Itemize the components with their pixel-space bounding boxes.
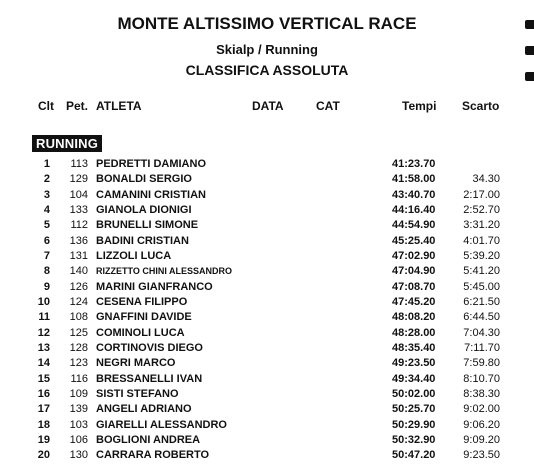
row-time: 47:04.90	[392, 265, 436, 278]
col-header-bib: Pet.	[66, 99, 89, 113]
row-athlete: BRESSANELLI IVAN	[96, 372, 203, 385]
row-time: 47:08.70	[392, 280, 436, 293]
row-gap: 5:45.00	[463, 280, 500, 293]
row-gap: 6:21.50	[463, 295, 500, 308]
row-bib: 116	[70, 372, 88, 385]
row-position: 2	[43, 173, 50, 186]
row-position: 15	[37, 372, 50, 385]
results-table	[0, 157, 534, 464]
row-time: 49:34.40	[392, 372, 436, 385]
row-bib: 129	[69, 173, 88, 186]
row-bib: 126	[69, 280, 88, 293]
row-position: 14	[37, 357, 50, 370]
row-position: 9	[43, 280, 50, 293]
row-gap: 8:38.30	[463, 387, 500, 400]
table-row	[0, 433, 534, 448]
row-position: 4	[43, 203, 50, 216]
row-athlete: COMINOLI LUCA	[96, 326, 185, 339]
row-athlete: BOGLIONI ANDREA	[96, 433, 201, 446]
table-row	[0, 249, 534, 264]
row-position: 18	[37, 418, 50, 431]
col-header-gap: Scarto	[462, 99, 500, 113]
col-header-time: Tempi	[402, 99, 437, 113]
row-position: 13	[37, 341, 50, 354]
row-bib: 130	[69, 449, 88, 462]
row-athlete: ANGELI ADRIANO	[96, 403, 192, 416]
col-header-pos: Clt	[38, 99, 54, 113]
row-position: 11	[38, 311, 50, 324]
row-gap: 34.30	[472, 173, 500, 186]
row-gap: 5:39.20	[463, 249, 500, 262]
row-bib: 136	[69, 234, 88, 247]
row-time: 47:45.20	[392, 295, 436, 308]
table-row	[0, 448, 534, 463]
row-position: 8	[43, 265, 50, 278]
table-row	[0, 418, 534, 433]
row-athlete: BRUNELLI SIMONE	[96, 219, 199, 232]
row-position: 5	[43, 219, 50, 232]
table-row	[0, 341, 534, 356]
classification-title: CLASSIFICA ASSOLUTA	[185, 62, 349, 78]
row-gap: 8:10.70	[463, 372, 500, 385]
row-athlete: CAMANINI CRISTIAN	[96, 188, 206, 201]
table-row	[0, 234, 534, 249]
row-position: 16	[37, 387, 50, 400]
row-position: 19	[37, 433, 50, 446]
row-gap: 9:06.20	[463, 418, 500, 431]
race-title: MONTE ALTISSIMO VERTICAL RACE	[117, 14, 417, 33]
row-position: 17	[37, 403, 50, 416]
share-icon[interactable]	[525, 72, 534, 81]
row-athlete: GIARELLI ALESSANDRO	[96, 418, 227, 431]
table-row	[0, 356, 534, 371]
row-time: 45:25.40	[392, 234, 436, 247]
row-bib: 140	[69, 265, 88, 278]
row-time: 50:29.90	[392, 418, 436, 431]
row-gap: 2:17.00	[463, 188, 500, 201]
row-gap: 9:02.00	[463, 403, 500, 416]
row-athlete: BONALDI SERGIO	[96, 173, 192, 186]
row-time: 48:35.40	[392, 341, 436, 354]
row-bib: 131	[69, 249, 88, 262]
row-gap: 3:31.20	[463, 219, 500, 232]
row-athlete: BADINI CRISTIAN	[96, 234, 189, 247]
table-row	[0, 203, 534, 218]
row-gap: 6:44.50	[463, 311, 500, 324]
row-athlete: PEDRETTI DAMIANO	[96, 158, 206, 170]
row-time: 49:23.50	[392, 357, 436, 370]
row-bib: 103	[69, 418, 88, 431]
row-bib: 112	[70, 219, 88, 232]
table-row	[0, 372, 534, 387]
row-time: 50:32.90	[392, 433, 436, 446]
row-bib: 109	[69, 387, 88, 400]
table-row	[0, 264, 534, 279]
row-athlete: GNAFFINI DAVIDE	[96, 311, 192, 324]
row-bib: 123	[69, 357, 88, 370]
row-bib: 128	[69, 341, 88, 354]
row-position: 1	[43, 158, 50, 170]
row-gap: 7:11.70	[464, 341, 500, 354]
row-time: 50:25.70	[392, 403, 436, 416]
row-time: 50:47.20	[392, 449, 436, 462]
row-position: 20	[37, 449, 50, 462]
row-time: 48:08.20	[392, 311, 436, 324]
share-icon[interactable]	[525, 46, 534, 55]
row-time: 44:54.90	[392, 219, 436, 232]
table-row	[0, 326, 534, 341]
col-header-date: DATA	[252, 99, 284, 113]
row-athlete: CESENA FILIPPO	[96, 295, 188, 308]
col-header-athlete: ATLETA	[96, 99, 142, 113]
table-row	[0, 310, 534, 325]
row-gap: 4:01.70	[463, 234, 500, 247]
row-athlete: GIANOLA DIONIGI	[96, 203, 192, 216]
row-time: 48:28.00	[392, 326, 436, 339]
table-row	[0, 218, 534, 233]
row-bib: 106	[69, 433, 88, 446]
row-athlete: RIZZETTO CHINI ALESSANDRO	[96, 266, 233, 277]
row-bib: 113	[70, 158, 88, 170]
row-position: 12	[37, 326, 50, 339]
row-time: 43:40.70	[392, 188, 436, 201]
row-athlete: CORTINOVIS DIEGO	[96, 341, 203, 354]
row-bib: 133	[69, 203, 88, 216]
table-row	[0, 295, 534, 310]
row-athlete: LIZZOLI LUCA	[96, 249, 172, 262]
row-gap: 9:09.20	[463, 433, 500, 446]
row-athlete: MARINI GIANFRANCO	[96, 280, 213, 293]
row-bib: 124	[69, 295, 88, 308]
row-gap: 7:59.80	[463, 357, 500, 370]
row-bib: 104	[69, 188, 88, 201]
row-gap: 9:23.50	[463, 449, 500, 462]
table-row	[0, 387, 534, 402]
race-subtitle: Skialp / Running	[216, 42, 318, 57]
row-athlete: CARRARA ROBERTO	[96, 449, 210, 462]
col-header-cat: CAT	[316, 99, 340, 113]
table-row	[0, 280, 534, 295]
row-bib: 125	[69, 326, 88, 339]
row-position: 10	[37, 295, 50, 308]
table-row	[0, 157, 534, 172]
row-time: 47:02.90	[392, 249, 436, 262]
table-row	[0, 402, 534, 417]
row-gap: 7:04.30	[463, 326, 500, 339]
table-row	[0, 172, 534, 187]
row-time: 41:58.00	[392, 173, 436, 186]
row-gap: 2:52.70	[463, 203, 500, 216]
row-athlete: SISTI STEFANO	[96, 387, 179, 400]
row-time: 41:23.70	[392, 158, 436, 170]
share-icon[interactable]	[525, 20, 534, 29]
row-gap: 5:41.20	[463, 265, 500, 278]
row-position: 6	[43, 234, 50, 247]
row-time: 44:16.40	[392, 203, 436, 216]
table-row	[0, 188, 534, 203]
section-label: RUNNING	[32, 135, 102, 152]
row-position: 3	[43, 188, 50, 201]
row-bib: 139	[69, 403, 88, 416]
row-time: 50:02.00	[392, 387, 436, 400]
row-athlete: NEGRI MARCO	[96, 357, 176, 370]
row-bib: 108	[69, 311, 88, 324]
row-position: 7	[43, 249, 50, 262]
